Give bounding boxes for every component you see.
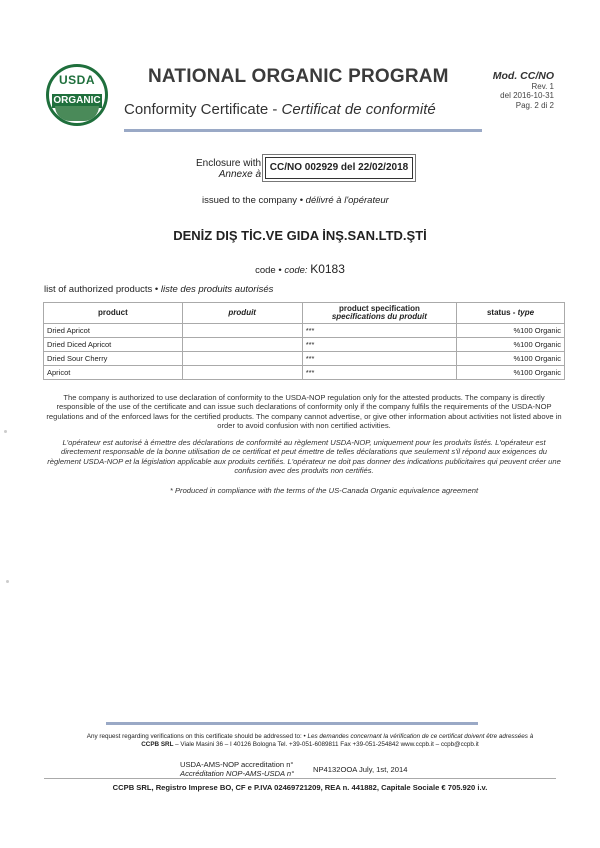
accreditation-number: NP4132OOA July, 1st, 2014 xyxy=(313,765,408,774)
verification-request: Any request regarding verifications on this certificate should be addressed to: • Les demandes concernant la vérification de ce certificat doivent être adressées à CCPB SRL – Viale Masini 36 – I 40126 Bologna Tel. +39-051-6089811 Fax +39-051-254842 www.ccpb.it – ccpb@ccpb.it xyxy=(86,733,534,748)
logo-bottom-shape xyxy=(55,106,99,121)
header-specification xyxy=(302,303,456,324)
header-status xyxy=(457,303,565,324)
products-table xyxy=(43,302,565,380)
form-date: del 2016-10-31 xyxy=(500,91,554,100)
accreditation-fr: Accréditation NOP-AMS-USDA n° xyxy=(180,769,295,778)
cell-product: Dried Diced Apricot xyxy=(44,338,183,352)
page-subtitle xyxy=(124,101,436,118)
scan-speck xyxy=(6,580,9,583)
products-list-label: list of authorized products • liste des produits autorisés xyxy=(44,284,274,295)
cell-spec: *** xyxy=(302,352,456,366)
cell-status: %100 Organic xyxy=(457,324,565,338)
cell-status: %100 Organic xyxy=(457,338,565,352)
list-label-fr: liste des produits autorisés xyxy=(160,284,274,295)
address-details: – Viale Masini 36 – I 40126 Bologna Tel. +39-051-6089811 Fax +39-051-254842 www.ccpb.it – ccpb@ccpb.it xyxy=(173,741,479,748)
cell-spec: *** xyxy=(302,324,456,338)
cell-spec: *** xyxy=(302,366,456,380)
enclosure-reference: CC/NO 002929 del 22/02/2018 xyxy=(265,157,413,179)
header-status-fr: type xyxy=(517,307,535,317)
cell-produit xyxy=(182,366,302,380)
request-en: Any request regarding verifications on this certificate should be addressed to: xyxy=(86,733,302,740)
logo-top-text: USDA xyxy=(58,73,95,87)
authorization-paragraph-en: The company is authorized to use declaration of conformity to the USDA-NOP regulation only for the attested products. The company is directly responsible of the use of the certificate and can issue such declarations of conformity only if the company fulfils the requirements of the USDA-NOP regulations and of the enforced laws for the certified products. The company cannot advertise, or give other information about activities not listed above in order to avoid confusion with non certified activities. xyxy=(46,393,562,430)
footer-line xyxy=(44,778,556,779)
table-row xyxy=(44,338,565,352)
header-divider xyxy=(124,129,482,132)
equivalence-note: * Produced in compliance with the terms of the US-Canada Organic equivalence agreement xyxy=(169,486,479,495)
table-row xyxy=(44,366,565,380)
header-spec-fr: specifications du produit xyxy=(331,312,427,321)
code-label-fr: code: xyxy=(284,265,308,276)
header-produit xyxy=(182,303,302,324)
request-fr: Les demandes concernant la vérification de ce certificat doivent être adressées à xyxy=(307,733,534,740)
table-header-row xyxy=(44,303,565,324)
company-name: DENİZ DIŞ TİC.VE GIDA İNŞ.SAN.LTD.ŞTİ xyxy=(173,228,427,243)
issued-to-line: issued to the company • délivré à l'opérateur xyxy=(202,195,389,206)
logo-band-text: ORGANIC xyxy=(53,95,101,106)
header-product: product xyxy=(44,303,183,324)
cell-product: Dried Sour Cherry xyxy=(44,352,183,366)
company-code: K0183 xyxy=(310,262,345,276)
enclosure-label-fr: Annexe à xyxy=(218,169,262,180)
issued-en: issued to the company xyxy=(202,195,298,206)
list-label-en: list of authorized products xyxy=(44,284,153,295)
footer-divider xyxy=(106,722,478,725)
subtitle-fr: Certificat de conformité xyxy=(281,101,436,118)
cell-spec: *** xyxy=(302,338,456,352)
subtitle-en: Conformity Certificate - xyxy=(124,101,282,118)
usda-organic-logo xyxy=(46,64,108,126)
form-code: Mod. CC/NO xyxy=(492,70,554,82)
accreditation-labels xyxy=(180,760,294,778)
scan-speck xyxy=(4,430,7,433)
authorization-paragraph-fr: L'opérateur est autorisé à émettre des déclarations de conformité au règlement USDA-NOP, uniquement pour les produits listés. L'opérateur est directement responsable de la bonne utilisation de ce certificat et peut émettre de telles déclarations que seulement s'il répond aux exigences du règlement USDA-NOP et la législation applicable aux produits certifiés. L'opérateur ne doit pas donner des indications publicitaires qui peuvent créer une confusion avec des produits non certifiés. xyxy=(47,438,561,475)
registry-line: CCPB SRL, Registro Imprese BO, CF e P.IVA 02469721209, REA n. 441882, Capitale Sociale € 705.920 i.v. xyxy=(112,783,488,792)
table-row xyxy=(44,352,565,366)
page-title: NATIONAL ORGANIC PROGRAM xyxy=(148,66,449,87)
address-name: CCPB SRL xyxy=(141,741,174,748)
code-label-en: code xyxy=(255,265,276,276)
enclosure-label-en: Enclosure with xyxy=(196,158,262,169)
cell-produit xyxy=(182,338,302,352)
cell-status: %100 Organic xyxy=(457,366,565,380)
header-spec-en: product specification xyxy=(338,303,420,313)
header-produit-text: produit xyxy=(228,307,256,317)
accreditation-en: USDA-AMS-NOP accreditation n° xyxy=(180,760,294,769)
cell-produit xyxy=(182,352,302,366)
form-page: Pag. 2 di 2 xyxy=(515,100,554,110)
company-code-line: code • code: K0183 xyxy=(255,262,345,276)
cell-product: Dried Apricot xyxy=(44,324,183,338)
form-reference xyxy=(493,72,554,110)
form-revision: Rev. 1 xyxy=(531,81,554,91)
header-status-en: status - xyxy=(486,307,518,317)
table-row xyxy=(44,324,565,338)
cell-product: Apricot xyxy=(44,366,183,380)
cell-produit xyxy=(182,324,302,338)
issued-fr: délivré à l'opérateur xyxy=(305,195,389,206)
cell-status: %100 Organic xyxy=(457,352,565,366)
enclosure-label xyxy=(196,158,261,180)
